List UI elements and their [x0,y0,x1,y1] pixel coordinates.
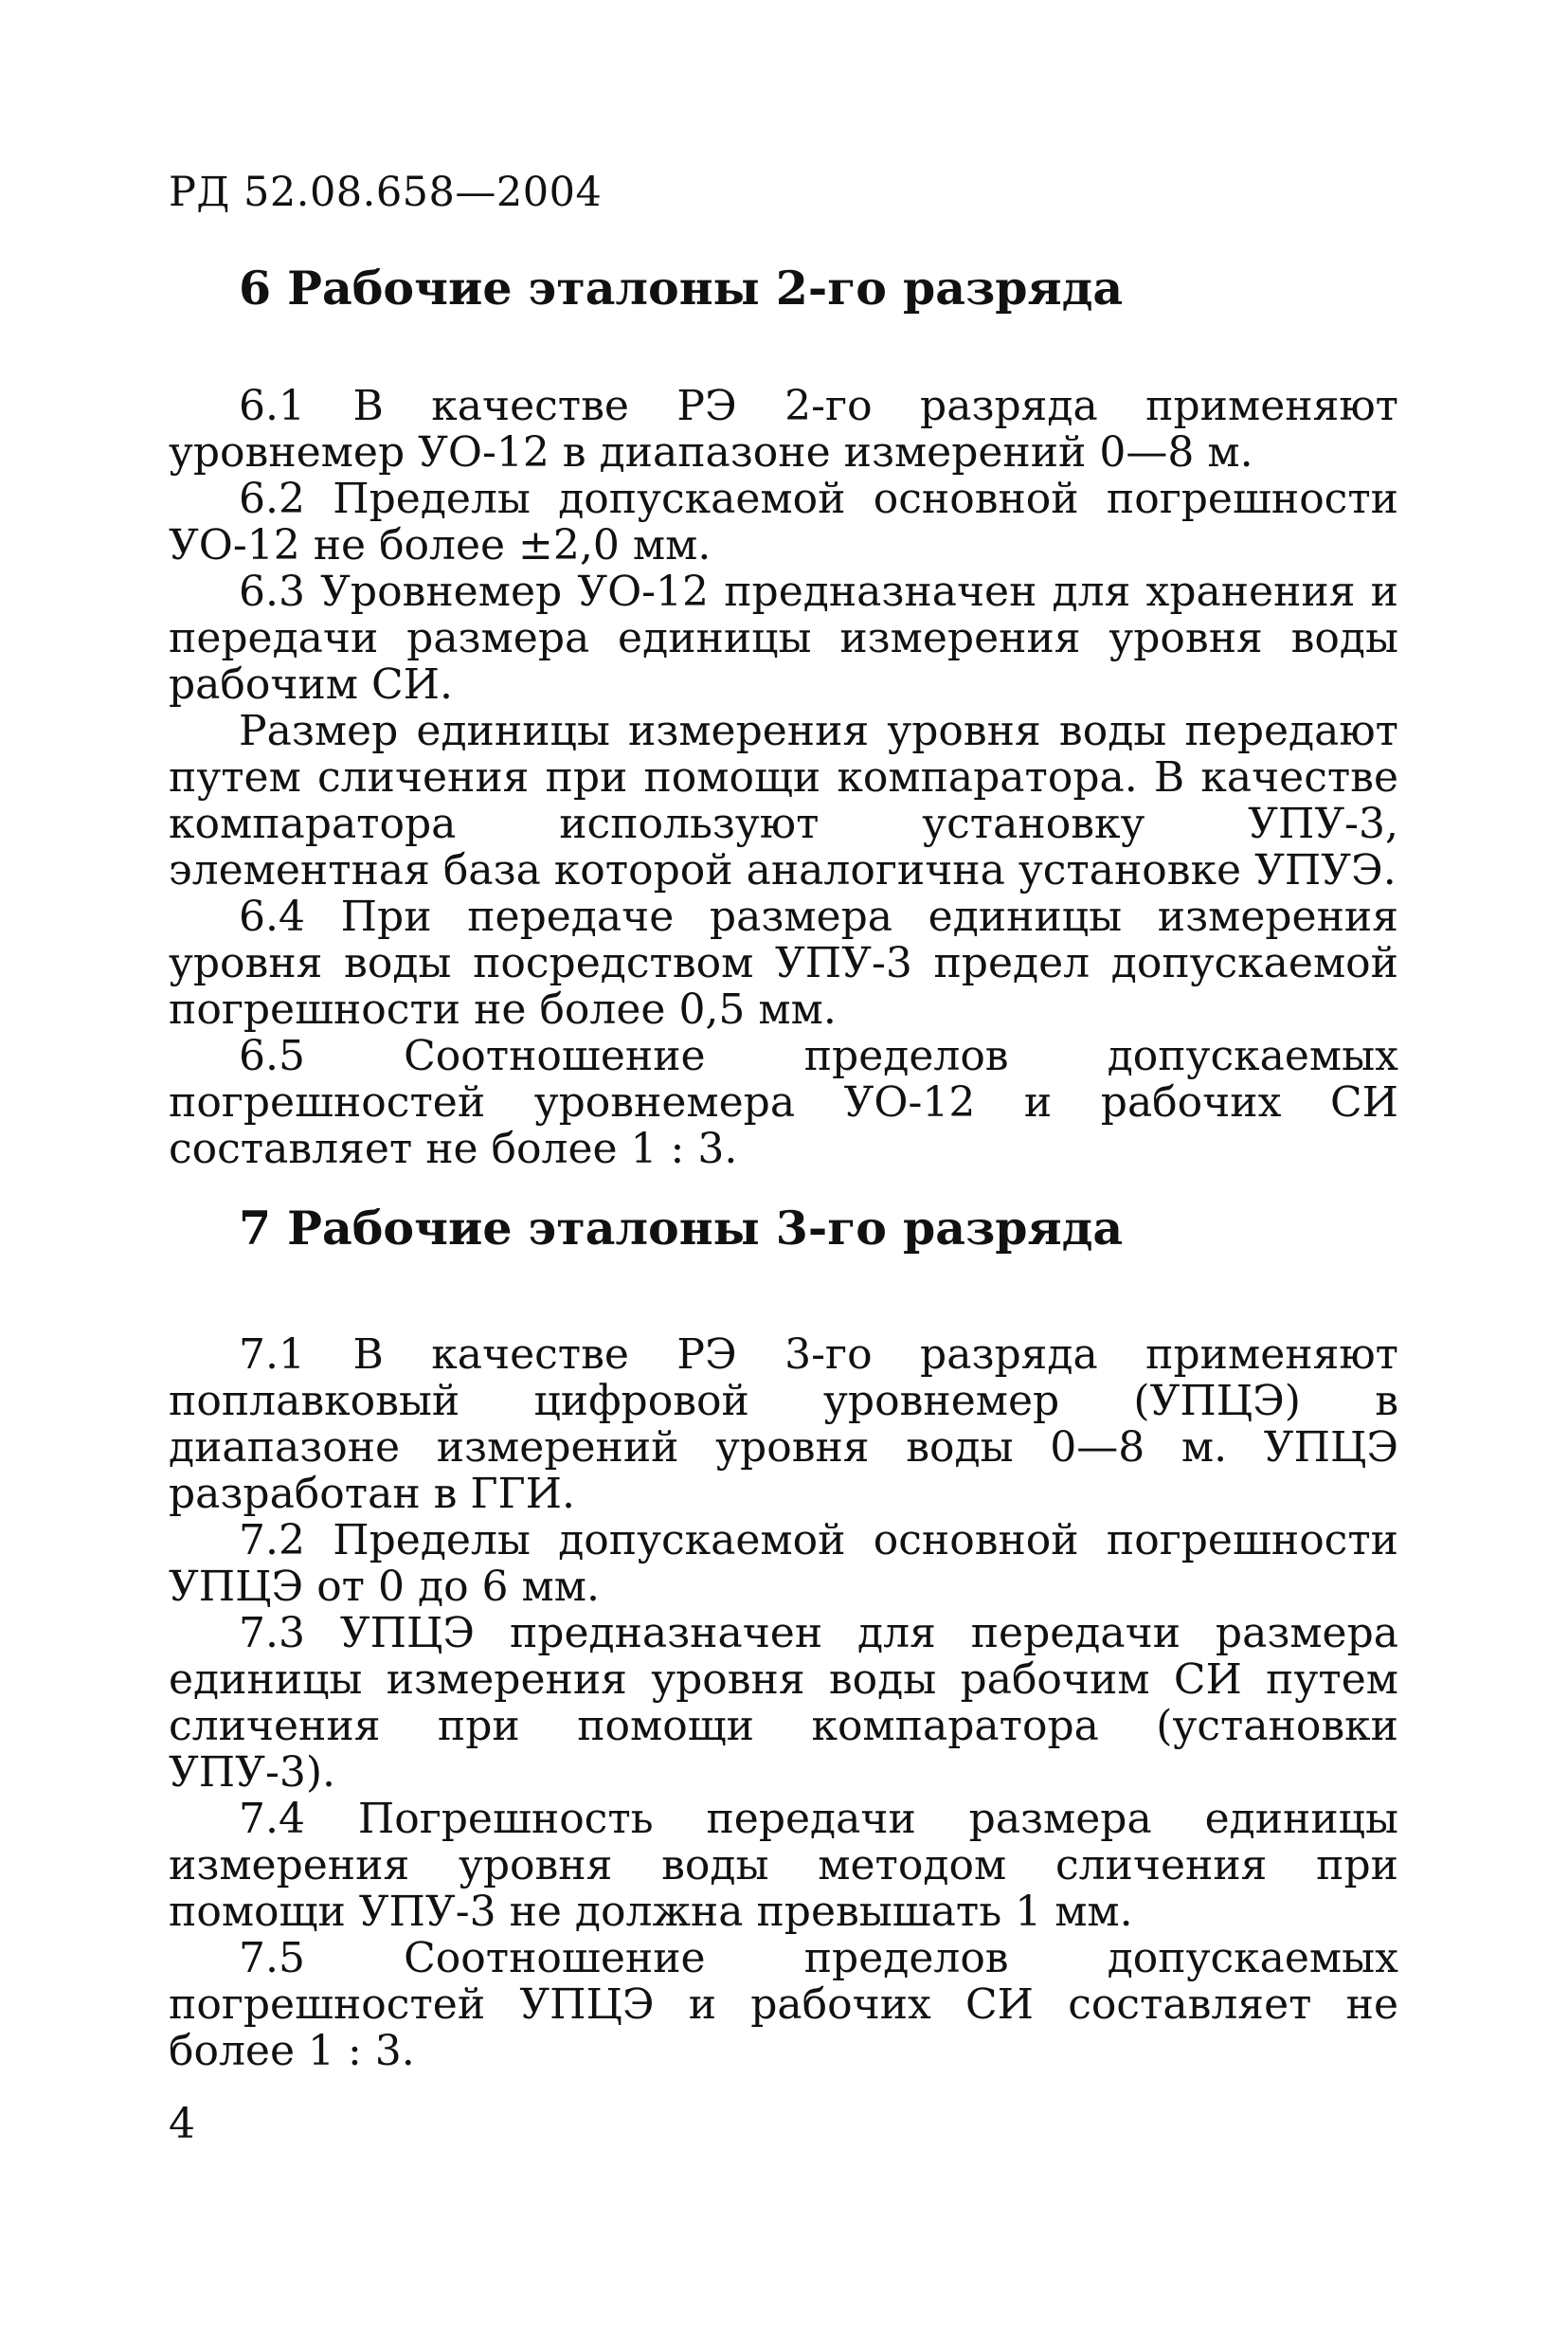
paragraph-7-3: 7.3 УПЦЭ предназначен для передачи размера единицы измерения уровня воды рабочим СИ путем сличения при помощи компаратора (установки УПУ-3). [169,1609,1398,1797]
section-6-heading: 6 Рабочие эталоны 2-го разряда [239,261,1124,316]
paragraph-7-5: 7.5 Соотношение пределов допускаемых погрешностей УПЦЭ и рабочих СИ составляет не более 1 : 3. [169,1934,1398,2075]
section-7-heading: 7 Рабочие эталоны 3-го разряда [239,1201,1124,1256]
paragraph-6-3-continued: Размер единицы измерения уровня воды передают путем сличения при помощи компаратора. В качестве компаратора используют установку УПУ-3, элементная база которой аналогична установке УПУЭ. [169,707,1398,895]
paragraph-6-4: 6.4 При передаче размера единицы измерения уровня воды посредством УПУ-3 предел допускаемой погрешности не более 0,5 мм. [169,893,1398,1034]
paragraph-6-5: 6.5 Соотношение пределов допускаемых погрешностей уровнемера УО-12 и рабочих СИ составляет не более 1 : 3. [169,1032,1398,1173]
paragraph-6-2: 6.2 Пределы допускаемой основной погрешности УО-12 не более ±2,0 мм. [169,475,1398,569]
paragraph-7-2: 7.2 Пределы допускаемой основной погрешности УПЦЭ от 0 до 6 мм. [169,1516,1398,1611]
section-7-body [169,1331,1398,2074]
paragraph-6-1: 6.1 В качестве РЭ 2-го разряда применяют уровнемер УО-12 в диапазоне измерений 0—8 м. [169,382,1398,477]
section-6-body [169,383,1398,1172]
paragraph-6-3: 6.3 Уровнемер УО-12 предназначен для хранения и передачи размера единицы измерения уровня воды рабочим СИ. [169,568,1398,709]
paragraph-7-1: 7.1 В качестве РЭ 3-го разряда применяют поплавковый цифровой уровнемер (УПЦЭ) в диапазоне измерений уровня воды 0—8 м. УПЦЭ разработан в ГГИ. [169,1330,1398,1518]
document-code: РД 52.08.658—2004 [169,169,603,216]
page-number: 4 [169,2100,195,2148]
paragraph-7-4: 7.4 Погрешность передачи размера единицы измерения уровня воды методом сличения при помощи УПУ-3 не должна превышать 1 мм. [169,1795,1398,1936]
